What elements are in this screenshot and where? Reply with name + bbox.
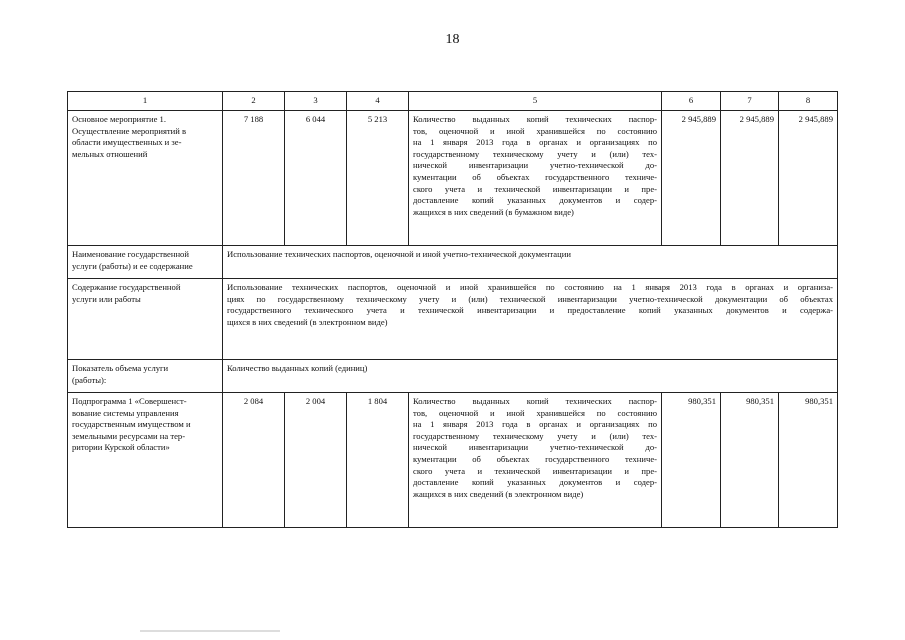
description-cell: [409, 111, 662, 246]
text-line: тов, оценочной и иной хранившейся по состоянию: [413, 125, 657, 136]
description-cell: [409, 393, 662, 528]
text-line: государственного технического учета и технической инвентаризации и предоставление копий указанных документов и содержа-: [227, 305, 833, 316]
value-cell: 2 084: [223, 393, 285, 528]
scan-artifact: [140, 630, 280, 632]
header-cell: 7: [721, 92, 779, 111]
text-line: щихся в них сведений (в электронном виде): [227, 316, 388, 327]
text-line: Осуществление мероприятий в: [72, 125, 187, 136]
text-line: на 1 января 2013 года в органах и организациях по: [413, 419, 657, 430]
header-cell: 8: [779, 92, 838, 111]
text-line: циях по государственному техническому учету и (или) технической инвентаризации учетно-технической документации об объектах: [227, 293, 833, 304]
text-line: мельных отношений: [72, 148, 148, 159]
text-line: области имущественных и зе-: [72, 137, 182, 148]
page-number: 18: [445, 32, 460, 47]
service-name-cell: Использование технических паспортов, оценочной и иной учетно-технической документации: [223, 246, 838, 279]
text-line: услуги (работы) и ее содержание: [72, 260, 193, 271]
text-line: Наименование государственной: [72, 249, 189, 259]
value-cell: 2 945,889: [662, 111, 721, 246]
value-cell: 2 945,889: [779, 111, 838, 246]
text-line: ского учета и технической инвентаризации и пре-: [413, 183, 657, 194]
value-cell: 980,351: [662, 393, 721, 528]
text-line: государственному техническому учету и (или) тех-: [413, 148, 657, 159]
value-cell: 980,351: [721, 393, 779, 528]
text-line: кументации об объектах государственного техниче-: [413, 171, 657, 182]
text-line: жащихся в них сведений (в бумажном виде): [413, 206, 574, 217]
text-line: на 1 января 2013 года в органах и организациях по: [413, 137, 657, 148]
label-cell: [68, 360, 223, 393]
label-cell: [68, 279, 223, 360]
header-row: [68, 92, 838, 111]
value-cell: 2 004: [285, 393, 347, 528]
label-cell: [68, 246, 223, 279]
text-line: нической инвентаризации учетно-технической до-: [413, 160, 657, 171]
value-cell: 5 213: [347, 111, 409, 246]
text-line: Основное мероприятие 1.: [72, 114, 166, 124]
value-cell: 6 044: [285, 111, 347, 246]
text-line: Количество выданных копий технических паспор-: [413, 396, 657, 406]
text-line: кументации об объектах государственного техниче-: [413, 453, 657, 464]
table-row: [68, 246, 838, 279]
table-row: [68, 279, 838, 360]
table-row: [68, 360, 838, 393]
activity-name-cell: [68, 111, 223, 246]
text-line: тов, оценочной и иной хранившейся по состоянию: [413, 407, 657, 418]
text-line: ритории Курской области»: [72, 442, 170, 453]
header-cell: 3: [285, 92, 347, 111]
text-line: Количество выданных копий технических паспор-: [413, 114, 657, 124]
header-cell: 4: [347, 92, 409, 111]
program-table: [67, 91, 838, 528]
text-line: Использование технических паспортов, оценочной и иной хранившейся по состоянию на 1 января 2013 года в органах и организа-: [227, 282, 833, 292]
text-line: доставление копий указанных документов и содер-: [413, 195, 657, 206]
text-line: Содержание государственной: [72, 282, 181, 292]
text-line: (работы):: [72, 374, 107, 385]
text-line: земельными ресурсами на тер-: [72, 430, 186, 441]
header-cell: 1: [68, 92, 223, 111]
value-cell: 1 804: [347, 393, 409, 528]
service-content-cell: [223, 279, 838, 360]
value-cell: 7 188: [223, 111, 285, 246]
table-row: [68, 393, 838, 528]
text-line: государственному техническому учету и (или) тех-: [413, 430, 657, 441]
volume-indicator-cell: Количество выданных копий (единиц): [223, 360, 838, 393]
text-line: доставление копий указанных документов и содер-: [413, 477, 657, 488]
header-cell: 2: [223, 92, 285, 111]
text-line: нической инвентаризации учетно-технической до-: [413, 442, 657, 453]
subprogram-name-cell: [68, 393, 223, 528]
table-row: [68, 111, 838, 246]
value-cell: 2 945,889: [721, 111, 779, 246]
text-line: Показатель объема услуги: [72, 363, 169, 373]
header-cell: 6: [662, 92, 721, 111]
text-line: Подпрограмма 1 «Совершенст-: [72, 396, 187, 406]
text-line: ского учета и технической инвентаризации и пре-: [413, 465, 657, 476]
text-line: государственным имуществом и: [72, 419, 191, 430]
text-line: услуги или работы: [72, 293, 141, 304]
text-line: вование системы управления: [72, 407, 179, 418]
value-cell: 980,351: [779, 393, 838, 528]
header-cell: 5: [409, 92, 662, 111]
text-line: жащихся в них сведений (в электронном виде): [413, 488, 584, 499]
